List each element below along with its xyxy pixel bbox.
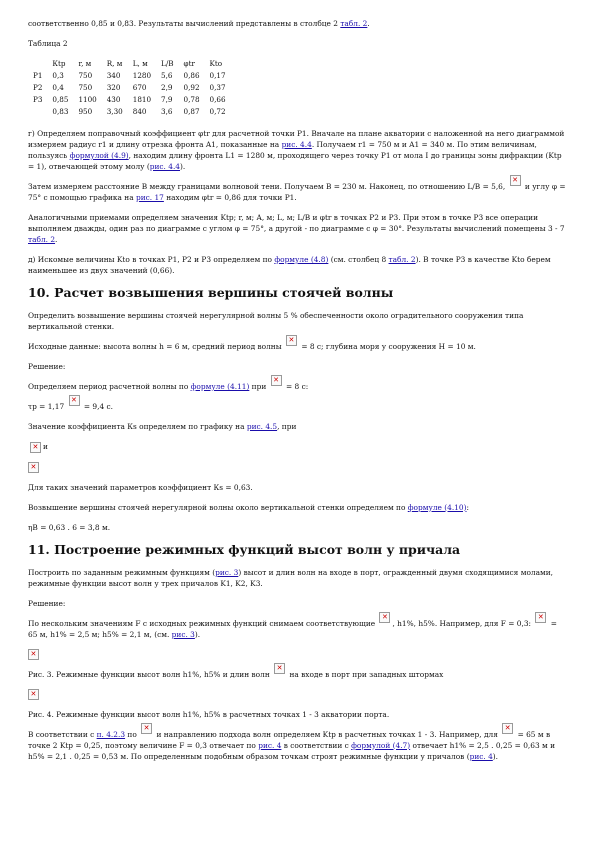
table-cell: 0,87 (183, 107, 200, 116)
table-cell: 3,30 (106, 107, 123, 116)
text: при (249, 382, 269, 391)
table-cell: 340 (106, 71, 121, 80)
text: г) Определяем поправочный коэффициент φtr для расчетной точки P1. Вначале на плане акватории с наложенной на него диаграммой измеряем радиус r1 и длину отрезка фронта A1, показанные на (28, 129, 565, 149)
text: = 8 с: (283, 382, 309, 391)
text: По нескольким значениям F с исходных режимных функций снимаем соответствующие (28, 618, 378, 628)
solution-label: Решение: (28, 598, 66, 608)
text: В соответствии с (28, 729, 97, 739)
section-11-task (28, 567, 566, 589)
table-cell: 0,85 (52, 95, 69, 104)
table-cell: 0,86 (183, 71, 200, 80)
table-cell: 1810 (132, 95, 152, 104)
table-cell: 7,9 (161, 95, 173, 104)
section-10-step-3 (28, 502, 566, 513)
intro-paragraph (28, 18, 566, 29)
table-row (28, 106, 231, 118)
text: , при (277, 422, 297, 431)
document-page (28, 18, 566, 771)
text: ). (180, 162, 186, 171)
table-cell: 750 (78, 83, 93, 92)
fig-3-link[interactable]: рис. 3 (215, 567, 239, 577)
text: Рис. 3. Режимные функции высот волн h1%, h5% и длин волн (28, 669, 273, 679)
table-row (28, 70, 231, 82)
section-4-2-3-link[interactable]: п. 4.2.3 (96, 729, 126, 739)
data-table (28, 58, 231, 118)
formula-4-9-link[interactable]: формулой (4.9) (69, 151, 129, 160)
table-header-cell: φtr (183, 59, 195, 68)
text: , находим длину фронта L1 = 1280 м, проходящего через точку P1 от мола I до границы зоны дифракции (Ktp = 1), отвечающей этому молу ( (28, 151, 562, 171)
fig-4-4-link[interactable]: рис. 4.4 (149, 162, 180, 171)
table-row (28, 94, 231, 106)
fig-4-link[interactable]: рис. 4 (469, 751, 493, 761)
section-10-step-1 (28, 381, 566, 392)
table-cell (28, 106, 47, 118)
fig-4-link[interactable]: рис. 4 (258, 740, 282, 750)
text: Затем измеряем расстояние B между границами волновой тени. Получаем B = 230 м. Наконец, по отношению L/B = 5,6, (28, 182, 508, 191)
text: . (55, 235, 58, 244)
formula-4-7-link[interactable]: формулой (4.7) (351, 740, 411, 750)
broken-image-icon (502, 723, 513, 734)
text: Исходные данные: высота волны h = 6 м, средний период волны (28, 342, 284, 351)
broken-image-icon (379, 612, 390, 623)
section-11-heading: 11. Построение режимных функций высот волн у причала (28, 541, 461, 557)
section-10-formula-tau (28, 401, 566, 412)
table-cell: 2,9 (161, 83, 173, 92)
table-cell: 0,3 (52, 71, 64, 80)
table-cell: P1 (33, 71, 43, 80)
table-header-row (28, 58, 231, 70)
table-cell: 950 (78, 107, 93, 116)
broken-image-icon (510, 175, 521, 186)
table-caption: Таблица 2 (28, 39, 68, 48)
text: д) Искомые величины Kto в точках P1, P2 и P3 определяем по (28, 255, 275, 264)
broken-image-icon (535, 612, 546, 623)
table-cell: 0,78 (183, 95, 200, 104)
text: Значение коэффициента Кs определяем по графику на (28, 422, 247, 431)
text: находим φtr = 0,86 для точки P1. (163, 193, 297, 202)
text: на входе в порт при западных штормах (287, 669, 444, 679)
text: в соответствии с (281, 740, 352, 750)
section-10-heading: 10. Расчет возвышения вершины стоячей волны (28, 285, 394, 300)
broken-image-icon (30, 442, 41, 453)
table-header-cell: Kto (209, 59, 223, 68)
table-header-cell: Кtp (52, 59, 66, 68)
text: (см. столбец 8 (328, 255, 389, 264)
text: = 65 м, h1% = 2,5 м; h5% = 2,1 м, (см. (28, 618, 557, 639)
table-header-cell (28, 58, 47, 70)
text: отвечает h1% = 2,5 . 0,25 = 0,63 м и h5% = 2,1 . 0,25 = 0,53 м. По определенным подобным образом точкам строят режимные функции у причалов ( (28, 740, 556, 761)
table-cell: P3 (33, 95, 43, 104)
section-11-step-2 (28, 729, 566, 762)
fig-4-broken-image-icon (28, 689, 39, 700)
table-cell: 0,92 (183, 83, 200, 92)
broken-image-icon (286, 335, 297, 346)
text: . (367, 19, 370, 28)
fig-3-broken-image-icon (28, 649, 39, 660)
text: = 9,4 с. (81, 402, 114, 411)
solution-label: Решение: (28, 362, 66, 371)
table-header-cell: r, м (78, 59, 92, 68)
broken-image-icon (271, 375, 282, 386)
formula-4-10-link[interactable]: формуле (4.10) (407, 502, 467, 512)
text: τp = 1,17 (28, 402, 67, 411)
section-10-task: Определить возвышение вершины стоячей нерегулярной волны 5 % обеспеченности около оградительного сооружения типа вертикальной стенки. (28, 311, 524, 331)
paragraph-analogous (28, 212, 566, 245)
section-10-ks-value: Для таких значений параметров коэффициент Кs = 0,63. (28, 482, 253, 492)
section-11-step-1 (28, 618, 566, 640)
section-10-result: ηB = 0,63 . 6 = 3,8 м. (28, 522, 111, 532)
text: и углу φ = 75° с помощью графика на (28, 182, 566, 202)
text: Возвышение вершины стоячей нерегулярной волны около вертикальной стенки определяем по (28, 502, 408, 512)
table-cell: 320 (106, 83, 121, 92)
paragraph-d (28, 254, 566, 276)
text: ). (194, 629, 201, 639)
broken-image-icon (69, 395, 80, 406)
table-cell: 840 (132, 107, 147, 116)
fig-3-caption (28, 669, 566, 680)
broken-image-icon (274, 663, 285, 674)
table-cell: 0,72 (209, 107, 226, 116)
text: и направлению подхода волн определяем Ktp в расчетных точках 1 - 3. Например, для (154, 729, 501, 739)
text: = 65 м в точке 2 Ktp = 0,25, поэтому величине F = 0,3 отвечает по (28, 729, 551, 750)
table-cell: 1100 (78, 95, 97, 104)
text: . Получаем r1 = 750 м и A1 = 340 м. По этим величинам, пользуясь (28, 140, 537, 160)
table-cell: 0,37 (209, 83, 226, 92)
table-cell: 750 (78, 71, 93, 80)
table-header-cell: L/B (161, 59, 174, 68)
table-cell: 0,4 (52, 83, 64, 92)
table-header-cell: R, м (106, 59, 123, 68)
table-2-link[interactable]: табл. 2 (28, 235, 56, 244)
table-cell: 5,6 (161, 71, 173, 80)
table-row (28, 82, 231, 94)
table-cell: 430 (106, 95, 121, 104)
table-cell: 3,6 (161, 107, 173, 116)
paragraph-g (28, 128, 566, 172)
fig-4-4-link[interactable]: рис. 4.4 (281, 140, 312, 149)
text: ). (492, 751, 499, 761)
text: = 8 с; глубина моря у сооружения H = 10 м. (298, 342, 476, 351)
broken-image-icon (28, 462, 39, 473)
table-cell: 0,83 (52, 107, 69, 116)
fig-4-caption: Рис. 4. Режимные функции высот волн h1%, h5% в расчетных точках 1 - 3 акватории порта. (28, 709, 390, 719)
section-10-step-2 (28, 421, 566, 432)
text: Построить по заданным режимным функциям ( (28, 567, 216, 577)
formula-4-11-link[interactable]: формуле (4.11) (190, 382, 250, 391)
broken-image-icon (141, 723, 152, 734)
table-2-link[interactable]: табл. 2 (340, 19, 368, 28)
text: : (466, 502, 469, 512)
formula-4-8-link[interactable]: формуле (4.8) (274, 255, 329, 264)
text: ) высот и длин волн на входе в порт, огражденный двумя сходящимися молами, режимные функции высот волн у трех причалов K1, K2, K3. (28, 567, 554, 588)
text: , h1%, h5%. Например, для F = 0,3: (392, 618, 534, 628)
table-cell: 0,17 (209, 71, 226, 80)
paragraph-b (28, 181, 566, 203)
section-10-condition (28, 441, 566, 453)
table-header-cell: L, м (132, 59, 148, 68)
fig-3-link[interactable]: рис. 3 (171, 629, 195, 639)
text: соответственно 0,85 и 0,83. Результаты вычислений представлены в столбце 2 (28, 19, 341, 28)
text: по (125, 729, 140, 739)
table-cell: P2 (33, 83, 43, 92)
fig-17-link[interactable]: рис. 17 (135, 193, 164, 202)
table-cell: 1280 (132, 71, 152, 80)
fig-4-5-link[interactable]: рис. 4.5 (246, 422, 278, 431)
text: и (43, 442, 48, 451)
table-cell: 670 (132, 83, 147, 92)
text: Аналогичными приемами определяем значения Ktp; r, м; A, м; L, м; L/B и φtr в точках P2 и P3. При этом в точке P3 все операции выполняем дважды, один раз по диаграмме с углом φ = 75°, а другой - по диаграмме с φ = 30°. Результаты вычислений помещены 3 - 7 (28, 213, 565, 233)
table-cell: 0,66 (209, 95, 226, 104)
text: Определяем период расчетной волны по (28, 382, 191, 391)
section-10-input-data (28, 341, 566, 352)
table-2-link[interactable]: табл. 2 (388, 255, 416, 264)
text: ). В точке P3 в качестве Kto берем наименьшее из двух значений (0,66). (28, 255, 551, 275)
